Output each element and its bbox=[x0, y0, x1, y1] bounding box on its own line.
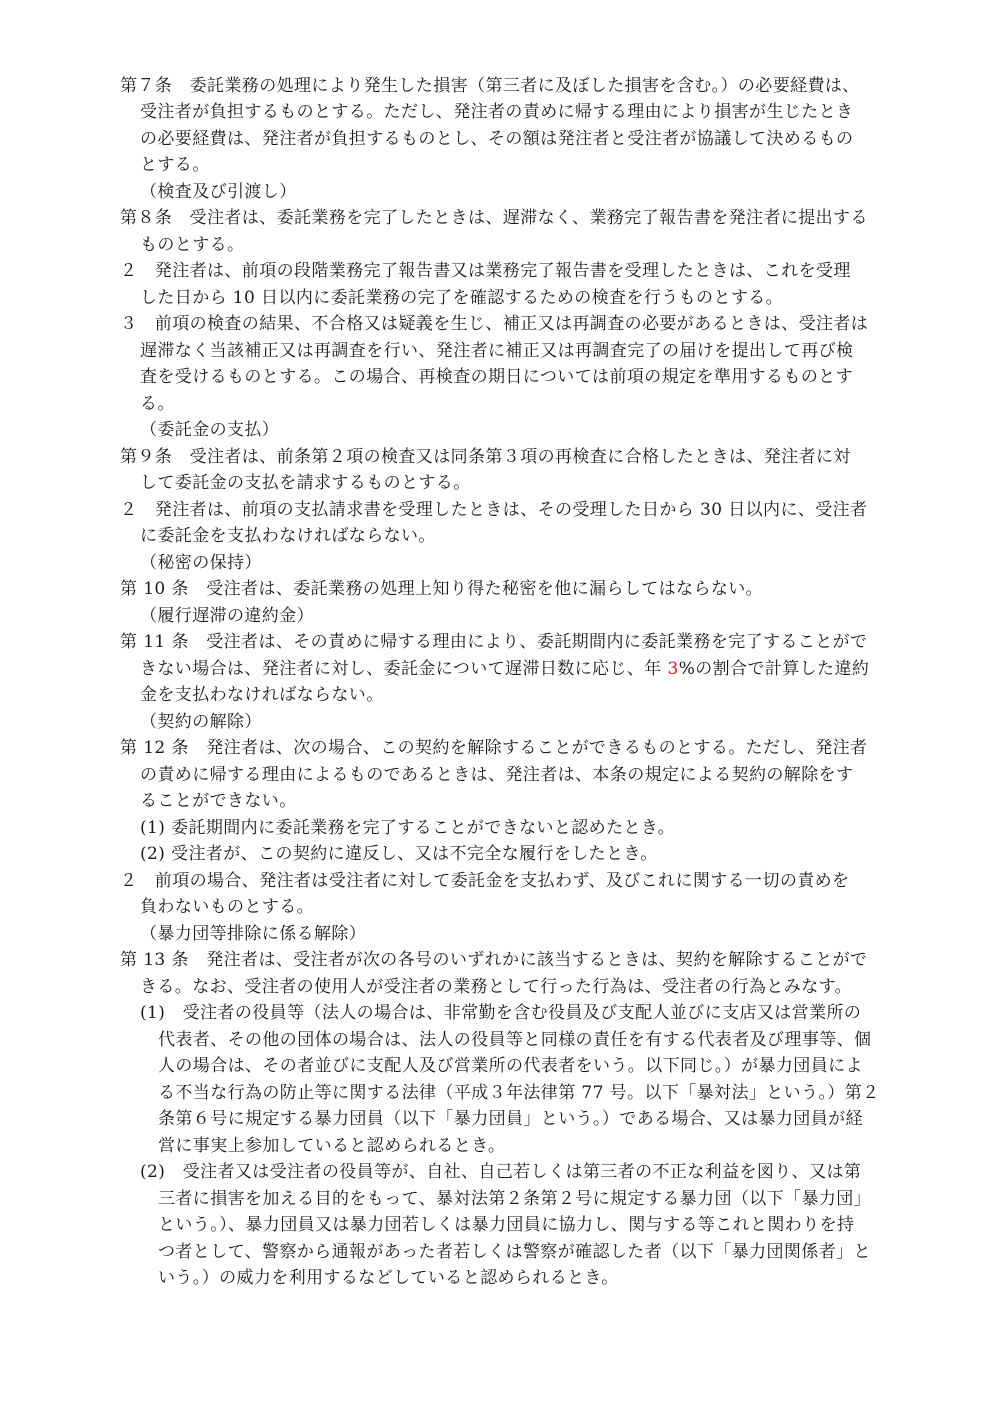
article-8-paragraph-3: ３ 前項の検査の結果、不合格又は疑義を生じ、補正又は再調査の必要があるときは、受注者は bbox=[120, 314, 869, 334]
article-12-line: の責めに帰する理由によるものであるときは、発注者は、本条の規定による契約の解除をす bbox=[140, 765, 854, 785]
article-8-paragraph-2: ２ 発注者は、前項の段階業務完了報告書又は業務完了報告書を受理したときは、これを受理 bbox=[120, 261, 851, 281]
article-9-paragraph-2: ２ 発注者は、前項の支払請求書を受理したときは、その受理した日から 30 日以内に、受注者 bbox=[120, 500, 868, 520]
article-8-paragraph-2: した日から 10 日以内に委託業務の完了を確認するための検査を行うものとする。 bbox=[140, 288, 784, 308]
article-11-text: %の割合で計算した違約 bbox=[678, 659, 870, 679]
article-12-item-2: (2) 受注者が、この契約に違反し、又は不完全な履行をしたとき。 bbox=[140, 844, 658, 864]
article-13-item-1: (1) 受注者の役員等（法人の場合は、非常勤を含む役員及び支配人並びに支店又は営業所の bbox=[140, 1003, 862, 1023]
article-13-item-1: る不当な行為の防止等に関する法律（平成３年法律第 77 号。以下「暴対法」という。）第２ bbox=[158, 1083, 880, 1103]
heading-termination: （契約の解除） bbox=[140, 712, 262, 732]
article-11-line bbox=[140, 656, 869, 682]
article-7-line: の必要経費は、発注者が負担するものとし、その額は発注者と受注者が協議して決めるもの bbox=[140, 129, 854, 149]
article-13-item-2: いう。）の威力を利用するなどしていると認められるとき。 bbox=[158, 1268, 619, 1288]
article-13-item-1: 人の場合は、その者並びに支配人及び営業所の代表者をいう。以下同じ。）が暴力団員によ bbox=[158, 1056, 863, 1076]
heading-confidentiality: （秘密の保持） bbox=[140, 553, 262, 573]
article-11-line: 金を支払わなければならない。 bbox=[140, 685, 384, 705]
article-13-item-2: という。）、暴力団員又は暴力団若しくは暴力団員に協力し、関与する等これと関わりを持 bbox=[158, 1215, 855, 1235]
article-13-item-2: 三者に損害を加える目的をもって、暴対法第２条第２号に規定する暴力団（以下「暴力団」 bbox=[158, 1189, 872, 1209]
article-8-paragraph-3: 遅滞なく当該補正又は再調査を行い、発注者に補正又は再調査完了の届けを提出して再び検 bbox=[140, 341, 854, 361]
article-8-paragraph-3: る。 bbox=[140, 394, 175, 414]
article-9-line: 第９条 受注者は、前条第２項の検査又は同条第３項の再検査に合格したときは、発注者に対 bbox=[120, 447, 851, 467]
article-13-item-1: 営に事実上参加していると認められるとき。 bbox=[158, 1136, 506, 1156]
heading-payment: （委託金の支払） bbox=[140, 420, 280, 440]
article-13-item-1: 条第６号に規定する暴力団員（以下「暴力団員」という。）である場合、又は暴力団員が経 bbox=[158, 1109, 863, 1129]
article-8-line: 第８条 受注者は、委託業務を完了したときは、遅滞なく、業務完了報告書を発注者に提出する bbox=[120, 208, 868, 228]
heading-antisocial-termination: （暴力団等排除に係る解除） bbox=[140, 924, 367, 944]
article-11-text: きない場合は、発注者に対し、委託金について遅滞日数に応じ、年 bbox=[140, 659, 668, 679]
article-9-paragraph-2: に委託金を支払わなければならない。 bbox=[140, 526, 436, 546]
article-12-paragraph-2: 負わないものとする。 bbox=[140, 897, 314, 917]
article-13-line: きる。なお、受注者の使用人が受注者の業務として行った行為は、受注者の行為とみなす。 bbox=[140, 977, 853, 997]
article-12-paragraph-2: ２ 前項の場合、発注者は受注者に対して委託金を支払わず、及びこれに関する一切の責めを bbox=[120, 871, 850, 891]
article-7-line: とする。 bbox=[140, 155, 210, 175]
article-13-item-2: (2) 受注者又は受注者の役員等が、自社、自己若しくは第三者の不正な利益を図り、又は第 bbox=[140, 1162, 862, 1182]
article-11-line: 第 11 条 受注者は、その責めに帰する理由により、委託期間内に委託業務を完了することがで bbox=[120, 632, 868, 652]
article-8-line: ものとする。 bbox=[140, 235, 245, 255]
article-13-item-2: つ者として、警察から通報があった者若しくは警察が確認した者（以下「暴力団関係者」と bbox=[158, 1242, 871, 1262]
article-10-line: 第 10 条 受注者は、委託業務の処理上知り得た秘密を他に漏らしてはならない。 bbox=[120, 579, 764, 599]
article-12-line: ることができない。 bbox=[140, 791, 297, 811]
article-7-line: 受注者が負担するものとする。ただし、発注者の責めに帰する理由により損害が生じたとき bbox=[140, 102, 854, 122]
article-7-line: 第７条 委託業務の処理により発生した損害（第三者に及ぼした損害を含む。）の必要経費は、 bbox=[120, 76, 860, 96]
penalty-rate: 3 bbox=[667, 659, 679, 679]
article-12-line: 第 12 条 発注者は、次の場合、この契約を解除することができるものとする。ただし、発注者 bbox=[120, 738, 868, 758]
article-12-item-1: (1) 委託期間内に委託業務を完了することができないと認めたとき。 bbox=[140, 818, 676, 838]
article-13-line: 第 13 条 発注者は、受注者が次の各号のいずれかに該当するときは、契約を解除することがで bbox=[120, 950, 868, 970]
article-13-item-1: 代表者、その他の団体の場合は、法人の役員等と同様の責任を有する代表者及び理事等、個 bbox=[158, 1030, 872, 1050]
article-8-paragraph-3: 査を受けるものとする。この場合、再検査の期日については前項の規定を準用するものとす bbox=[140, 367, 854, 387]
article-9-line: して委託金の支払を請求するものとする。 bbox=[140, 473, 471, 493]
heading-inspection: （検査及び引渡し） bbox=[140, 182, 297, 202]
heading-late-penalty: （履行遅滞の違約金） bbox=[140, 606, 314, 626]
